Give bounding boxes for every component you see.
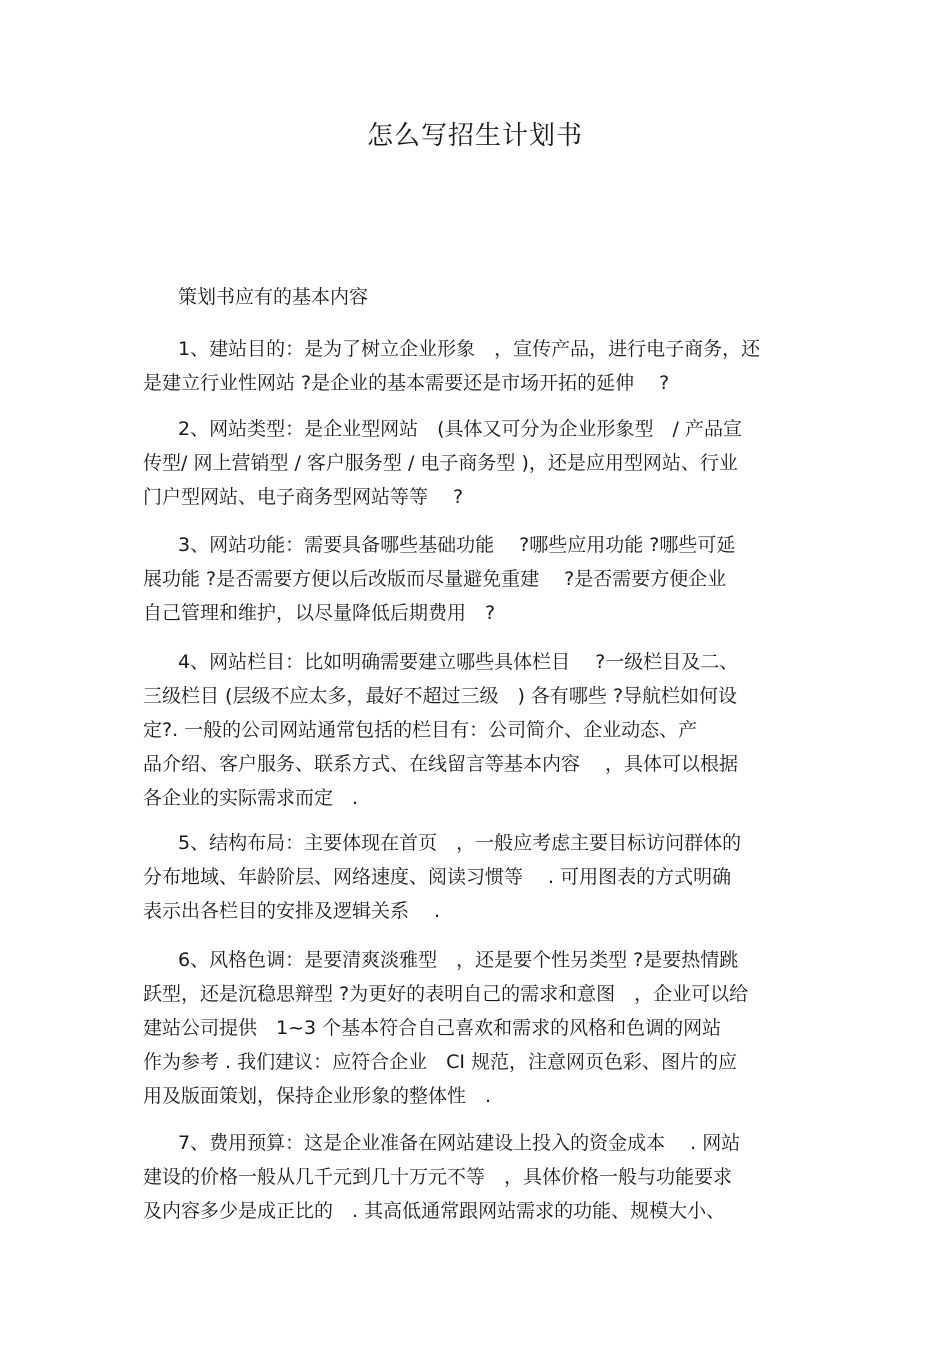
paragraph-line: 3、网站功能：需要具备哪些基础功能 ?哪些应用功能 ?哪些可延 [178,534,736,556]
paragraph-4 [143,645,803,815]
paragraph-1 [143,332,803,400]
paragraph-line: 是建立行业性网站 ?是企业的基本需要还是市场开拓的延伸 ? [143,372,670,394]
paragraph-line: 2、网站类型：是企业型网站 (具体又可分为企业形象型 / 产品宣 [178,418,742,440]
paragraph-line: 自己管理和维护，以尽量降低后期费用 ? [143,602,496,624]
paragraph-line: 建站公司提供 1~3 个基本符合自己喜欢和需求的风格和色调的网站 [143,1017,722,1039]
paragraph-line: 跃型，还是沉稳思辩型 ?为更好的表明自己的需求和意图 ，企业可以给 [143,983,749,1005]
paragraph-2 [143,412,803,514]
paragraph-line: 作为参考 . 我们建议：应符合企业 CI 规范，注意网页色彩、图片的应 [143,1051,738,1073]
paragraph-line: 定?. 一般的公司网站通常包括的栏目有：公司简介、企业动态、产 [143,719,698,741]
paragraph-line: 展功能 ?是否需要方便以后改版而尽量避免重建 ?是否需要方便企业 [143,568,727,590]
paragraph-line: 5、结构布局：主要体现在首页 ，一般应考虑主要目标访问群体的 [178,832,742,854]
paragraph-line: 用及版面策划，保持企业形象的整体性 . [143,1085,492,1107]
paragraph-6 [143,943,803,1113]
paragraph-line: 各企业的实际需求而定 . [143,787,359,809]
paragraph-line: 三级栏目 (层级不应太多，最好不超过三级 ) 各有哪些 ?导航栏如何设 [143,685,738,707]
paragraph-line: 及内容多少是成正比的 . 其高低通常跟网站需求的功能、规模大小、 [143,1200,726,1222]
document-title: 怎么写招生计划书 [366,121,583,151]
paragraph-line: 门户型网站、电子商务型网站等等 ? [143,486,464,508]
paragraph-line: 7、费用预算：这是企业准备在网站建设上投入的资金成本 . 网站 [178,1132,741,1154]
paragraph-line: 表示出各栏目的安排及逻辑关系 . [143,900,441,922]
section-heading: 策划书应有的基本内容 [178,286,369,308]
paragraph-line: 4、网站栏目：比如明确需要建立哪些具体栏目 ?一级栏目及二、 [178,651,739,673]
paragraph-line: 品介绍、客户服务、联系方式、在线留言等基本内容 ，具体可以根据 [143,753,739,775]
paragraph-7 [143,1126,803,1228]
paragraph-line: 分布地域、年龄阶层、网络速度、阅读习惯等 . 可用图表的方式明确 [143,866,732,888]
paragraph-line: 传型/ 网上营销型 / 客户服务型 / 电子商务型 )，还是应用型网站、行业 [143,452,738,474]
paragraph-3 [143,528,803,630]
paragraph-line: 建设的价格一般从几千元到几十万元不等 ，具体价格一般与功能要求 [143,1166,733,1188]
paragraph-line: 6、风格色调：是要清爽淡雅型 ，还是要个性另类型 ?是要热情跳 [178,949,739,971]
paragraph-line: 1、建站目的：是为了树立企业形象 ，宣传产品，进行电子商务，还 [178,338,761,360]
paragraph-5 [143,826,803,928]
